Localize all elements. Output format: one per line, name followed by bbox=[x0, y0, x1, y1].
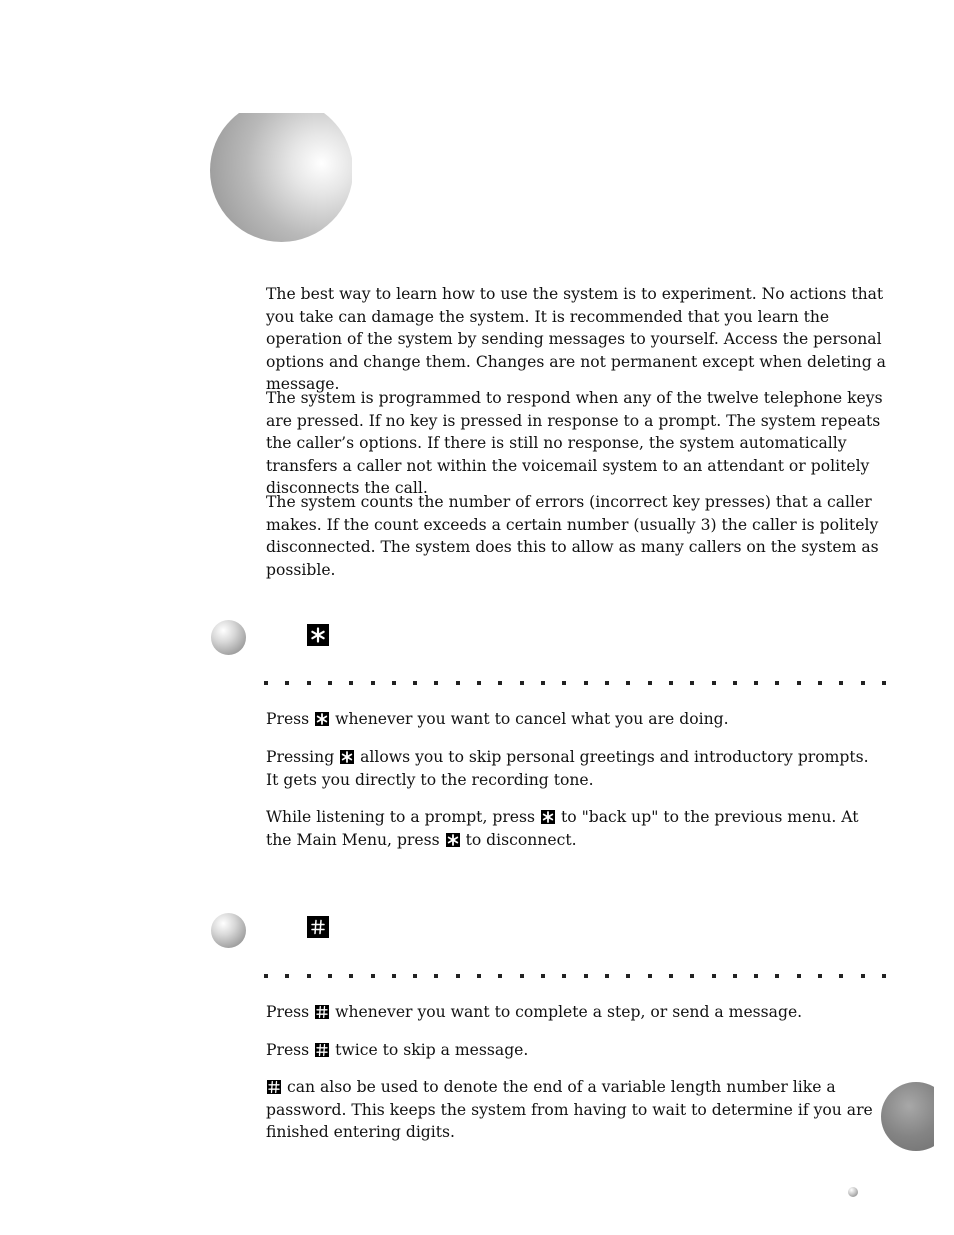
pound-key-icon bbox=[307, 916, 329, 938]
star-p3-middle: to "back up" to the previous menu. At the Main Menu, press bbox=[266, 808, 859, 849]
divider-dot bbox=[285, 974, 289, 978]
divider-dot bbox=[541, 974, 545, 978]
divider-dot bbox=[328, 974, 332, 978]
divider-dot bbox=[520, 974, 524, 978]
intro-paragraph-1: The best way to learn how to use the system is to experiment. No actions that you take can damage the system. It is recommended that you learn the operation of the system by sending messages to yourself. Access the personal options and change them. Changes are not permanent except when deleting a message. bbox=[266, 285, 886, 393]
divider-dot bbox=[690, 681, 694, 685]
star-key-icon bbox=[541, 810, 555, 824]
intro-paragraph-2: The system is programmed to respond when any of the twelve telephone keys are pressed. If no key is pressed in response to a prompt. The system repeats the caller’s options. If there is still no response, the system automatically transfers a caller not within the voicemail system to an attendant or politely disconnects the call. bbox=[266, 389, 883, 497]
divider-dot bbox=[818, 974, 822, 978]
divider-dot bbox=[733, 974, 737, 978]
star-p2-before: Pressing bbox=[266, 748, 335, 766]
pound-key-icon bbox=[315, 1043, 329, 1057]
star-key-icon bbox=[340, 750, 354, 764]
divider-dot bbox=[413, 681, 417, 685]
divider-dot bbox=[584, 974, 588, 978]
pound-key-icon bbox=[267, 1080, 281, 1094]
divider-dot bbox=[690, 974, 694, 978]
pound-key-icon bbox=[315, 1005, 329, 1019]
divider-dot bbox=[669, 974, 673, 978]
divider-dot bbox=[562, 681, 566, 685]
star-key-icon bbox=[446, 833, 460, 847]
divider-dot bbox=[712, 681, 716, 685]
dotted-divider-star bbox=[264, 681, 886, 687]
section-ball-star bbox=[211, 620, 246, 655]
star-p3-before: While listening to a prompt, press bbox=[266, 808, 536, 826]
star-key-icon bbox=[315, 712, 329, 726]
star-p2-after: allows you to skip personal greetings and introductory prompts. It gets you directly to the recording tone. bbox=[266, 748, 869, 789]
divider-dot bbox=[669, 681, 673, 685]
divider-dot bbox=[520, 681, 524, 685]
pound-p3-after: can also be used to denote the end of a variable length number like a password. This keeps the system from having to wait to determine if you are finished entering digits. bbox=[266, 1078, 873, 1141]
divider-dot bbox=[392, 974, 396, 978]
divider-dot bbox=[754, 681, 758, 685]
divider-dot bbox=[626, 974, 630, 978]
intro-paragraph-3: The system counts the number of errors (incorrect key presses) that a caller makes. If the count exceeds a certain number (usually 3) the caller is politely disconnected. The system does this to allow as many callers on the system as possible. bbox=[266, 493, 879, 579]
divider-dot bbox=[605, 974, 609, 978]
divider-dot bbox=[307, 681, 311, 685]
divider-dot bbox=[712, 974, 716, 978]
section-ball-pound bbox=[211, 913, 246, 948]
pound-p2-before: Press bbox=[266, 1041, 310, 1059]
divider-dot bbox=[371, 974, 375, 978]
divider-dot bbox=[562, 974, 566, 978]
pound-p2-after: twice to skip a message. bbox=[335, 1041, 529, 1059]
divider-dot bbox=[349, 681, 353, 685]
star-paragraph-3 bbox=[266, 806, 886, 851]
divider-dot bbox=[477, 681, 481, 685]
divider-dot bbox=[456, 974, 460, 978]
divider-dot bbox=[797, 974, 801, 978]
divider-dot bbox=[392, 681, 396, 685]
star-paragraph-1 bbox=[266, 708, 886, 731]
chapter-ball-graphic bbox=[210, 113, 352, 242]
star-p3-after: to disconnect. bbox=[465, 830, 577, 849]
divider-dot bbox=[754, 974, 758, 978]
divider-dot bbox=[626, 681, 630, 685]
star-key-icon bbox=[307, 624, 329, 646]
pound-paragraph-3 bbox=[266, 1076, 874, 1144]
divider-dot bbox=[818, 681, 822, 685]
divider-dot bbox=[264, 974, 268, 978]
divider-dot bbox=[285, 681, 289, 685]
divider-dot bbox=[371, 681, 375, 685]
divider-dot bbox=[605, 681, 609, 685]
dotted-divider-pound bbox=[264, 974, 886, 980]
pound-p1-after: whenever you want to complete a step, or send a message. bbox=[335, 1003, 803, 1021]
divider-dot bbox=[434, 681, 438, 685]
divider-dot bbox=[307, 974, 311, 978]
divider-dot bbox=[584, 681, 588, 685]
divider-dot bbox=[349, 974, 353, 978]
divider-dot bbox=[541, 681, 545, 685]
pound-paragraph-1 bbox=[266, 1001, 886, 1024]
divider-dot bbox=[648, 681, 652, 685]
chapter-tab-graphic bbox=[881, 1082, 934, 1151]
divider-dot bbox=[839, 681, 843, 685]
divider-dot bbox=[264, 681, 268, 685]
divider-dot bbox=[861, 681, 865, 685]
divider-dot bbox=[328, 681, 332, 685]
divider-dot bbox=[498, 681, 502, 685]
star-paragraph-2 bbox=[266, 746, 886, 791]
divider-dot bbox=[434, 974, 438, 978]
divider-dot bbox=[648, 974, 652, 978]
divider-dot bbox=[882, 681, 886, 685]
divider-dot bbox=[477, 974, 481, 978]
divider-dot bbox=[413, 974, 417, 978]
pound-p1-before: Press bbox=[266, 1003, 310, 1021]
divider-dot bbox=[498, 974, 502, 978]
star-p1-after: whenever you want to cancel what you are doing. bbox=[335, 710, 729, 728]
divider-dot bbox=[775, 681, 779, 685]
divider-dot bbox=[456, 681, 460, 685]
divider-dot bbox=[882, 974, 886, 978]
page-marker-ball bbox=[848, 1187, 858, 1197]
divider-dot bbox=[797, 681, 801, 685]
divider-dot bbox=[861, 974, 865, 978]
divider-dot bbox=[839, 974, 843, 978]
divider-dot bbox=[775, 974, 779, 978]
star-p1-before: Press bbox=[266, 710, 310, 728]
pound-paragraph-2 bbox=[266, 1039, 886, 1062]
divider-dot bbox=[733, 681, 737, 685]
